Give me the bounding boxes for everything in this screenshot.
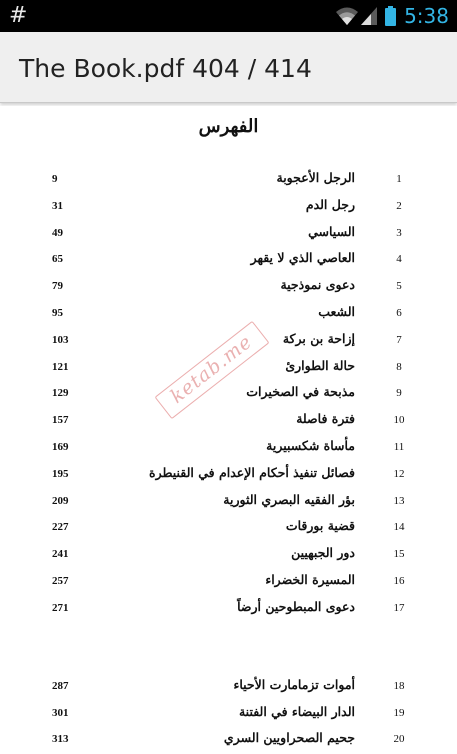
toc-row[interactable] [0,542,457,566]
toc-page-number: 271 [52,601,69,614]
status-bar [0,0,457,32]
pdf-page[interactable] [0,106,457,754]
toc-chapter-title: فصائل تنفيذ أحكام الإعدام في القنيطرة [149,464,355,480]
toc-page-number: 287 [52,680,69,692]
document-title-bar[interactable] [0,32,457,103]
toc-row[interactable] [0,727,457,751]
toc-chapter-title: دعوى نموذجية [280,277,355,293]
battery-icon [385,6,396,26]
toc-page-number: 195 [52,467,69,480]
toc-chapter-title: جحيم الصحراويين السري [223,730,355,745]
toc-row[interactable] [0,435,457,459]
clock-time: 5:38 [404,4,449,28]
toc-page-number: 157 [52,414,69,427]
watermark-stamp: ketab.me [155,321,270,419]
toc-chapter-number: 3 [396,226,402,239]
toc-chapter-number: 19 [393,706,405,719]
toc-page-number: 103 [52,333,69,346]
status-icons [335,0,449,32]
toc-chapter-title: بؤر الفقيه البصري الثورية [223,491,355,507]
toc-row[interactable] [0,515,457,539]
toc-chapter-title: دعوى المبطوحين أرضاً [237,598,355,614]
toc-page-number: 65 [52,253,63,266]
toc-chapter-title: إزاحة بن بركة [282,330,355,346]
toc-chapter-number: 1 [396,173,402,185]
signal-icon [361,7,377,25]
notification-hash-icon: # [9,3,28,28]
toc-chapter-number: 2 [396,199,402,212]
toc-page-number: 79 [52,280,63,293]
toc-row[interactable] [0,167,457,191]
toc-chapter-number: 10 [393,414,405,427]
toc-chapter-number: 14 [393,521,405,534]
wifi-icon [335,6,359,26]
toc-chapter-title: الدار البيضاء في الفتنة [238,703,355,719]
toc-page-number: 301 [52,706,69,719]
toc-row[interactable] [0,274,457,298]
toc-page-number: 313 [52,733,69,745]
toc-chapter-title: مذبحة في الصخيرات [246,384,355,400]
toc-page-number: 95 [52,307,63,319]
toc-chapter-number: 11 [393,441,405,453]
toc-page-number: 169 [52,441,69,453]
document-title: The Book.pdf 404 / 414 [19,54,312,83]
toc-chapter-title: فترة فاصلة [296,411,355,427]
toc-page-number: 31 [52,199,63,212]
toc-chapter-number: 9 [396,387,402,400]
toc-chapter-number: 7 [396,333,402,346]
toc-row[interactable] [0,569,457,593]
toc-page-number: 49 [52,226,63,239]
toc-chapter-number: 20 [393,733,405,745]
toc-row[interactable] [0,674,457,698]
toc-chapter-title: الشعب [318,304,355,319]
toc-chapter-number: 12 [393,467,405,480]
toc-row[interactable] [0,701,457,725]
toc-row[interactable] [0,301,457,325]
toc-chapter-title: أموات تزمامارت الأحياء [233,677,355,692]
toc-chapter-title: رجل الدم [305,196,355,212]
toc-row[interactable] [0,596,457,620]
toc-page-number: 227 [52,521,69,534]
toc-page-number: 209 [52,494,69,507]
toc-chapter-title: مأساة شكسبيرية [266,438,355,453]
toc-page-number: 121 [52,360,69,373]
toc-chapter-number: 5 [396,280,402,293]
toc-chapter-title: السياسي [308,223,355,239]
toc-chapter-number: 13 [393,494,405,507]
toc-heading: الفهرس [198,116,259,137]
toc-page-number: 257 [52,575,69,587]
toc-row[interactable] [0,408,457,432]
toc-row[interactable] [0,247,457,271]
toc-chapter-number: 16 [393,575,405,587]
toc-chapter-number: 4 [396,253,402,266]
toc-page-number: 9 [52,173,58,185]
toc-row[interactable] [0,328,457,352]
toc-row[interactable] [0,221,457,245]
toc-row[interactable] [0,462,457,486]
toc-chapter-number: 6 [396,307,402,319]
toc-page-number: 129 [52,387,69,400]
toc-chapter-title: قضية بورقات [285,518,355,534]
toc-chapter-title: دور الجبهيين [291,545,355,561]
toc-chapter-title: العاصي الذي لا يقهر [250,250,355,266]
toc-row[interactable] [0,381,457,405]
toc-chapter-title: المسيرة الخضراء [265,572,355,587]
toc-page-number: 241 [52,548,69,561]
toc-chapter-title: الرجل الأعجوبة [276,170,355,185]
toc-chapter-number: 18 [393,680,405,692]
toc-row[interactable] [0,489,457,513]
toc-row[interactable] [0,355,457,379]
toc-chapter-title: حالة الطوارئ [285,357,355,373]
toc-chapter-number: 8 [396,360,402,373]
toc-chapter-number: 15 [393,548,405,561]
toc-row[interactable] [0,194,457,218]
toc-chapter-number: 17 [393,601,405,614]
